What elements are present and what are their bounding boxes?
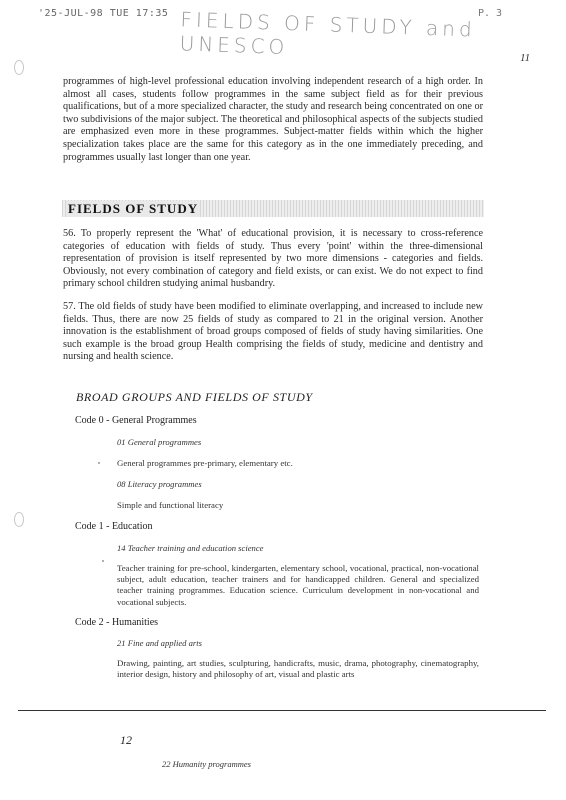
field-08-name: 08 Literacy programmes	[117, 479, 202, 489]
intro-paragraph: programmes of high-level professional education involving independent research of a high order. In almost all cases, students follow programmes in the same subject field as for their previous qualifications, but of a more specialized character, the study and research being concentrated on one or two subdivisions of the major subject. The theoretical and philosophical aspects of the subjects studied are emphasized even more in these programmes. Subject-matter fields within which the higher specialization takes place are the same for this category as in the one immediately preceding, and programmes usually last longer than one year.	[63, 76, 483, 163]
punch-hole	[14, 512, 24, 527]
code-0-heading: Code 0 - General Programmes	[75, 415, 197, 426]
punch-hole	[14, 60, 24, 75]
code-2-heading: Code 2 - Humanities	[75, 617, 159, 628]
field-21-name: 21 Fine and applied arts	[117, 638, 202, 648]
paragraph-56: 56. To properly represent the 'What' of educational provision, it is necessary to cross-reference categories of education with fields of study. Thus every 'point' within the three-dimensional representation of provision is itself represented by two more dimensions - categories and fields. Obviously, not every combination of category and field exists, or can exist. We do not expect to find primary school children studying animal husbandry.	[63, 228, 483, 290]
field-01-description: General programmes pre-primary, elementary etc.	[117, 458, 293, 468]
fax-handwritten-title: FIELDS OF STUDY and UNESCO	[179, 7, 477, 60]
fax-header-timestamp: '25-JUL-98 TUE 17:35	[38, 8, 169, 19]
scan-speck	[102, 560, 104, 562]
page-break-rule	[18, 710, 546, 711]
code-1-heading: Code 1 - Education	[75, 521, 153, 532]
fax-page-mark: P. 3	[478, 8, 503, 19]
scan-speck	[98, 462, 100, 464]
page-number-top: 11	[520, 52, 531, 64]
field-21-description: Drawing, painting, art studies, sculpturing, handicrafts, music, drama, photography, cinematography, interior design, history and philosophy of art, visual and plastic arts	[117, 658, 479, 680]
field-14-description: Teacher training for pre-school, kindergarten, elementary school, vocational, practical, non-vocational subject, adult education, teacher trainers and for handicapped children. General and specialized teacher training programmes. Education science. Curriculum development in non-vocational and vocational subjects.	[117, 563, 479, 607]
field-08-description: Simple and functional literacy	[117, 500, 224, 510]
field-01-name: 01 General programmes	[117, 437, 202, 447]
paragraph-57: 57. The old fields of study have been modified to eliminate overlapping, and increased to include new fields. Thus, there are now 25 fields of study as compared to 21 in the original version. Another innovation is the establishment of broad groups composed of fields of study having similarities. One such example is the broad group Health comprising the fields of study, medicine and dentistry and nursing and health science.	[63, 301, 483, 363]
page-number-bottom: 12	[120, 733, 132, 747]
section-title: FIELDS OF STUDY	[68, 201, 199, 216]
broad-groups-title: BROAD GROUPS AND FIELDS OF STUDY	[76, 390, 313, 404]
field-14-name: 14 Teacher training and education science	[117, 543, 264, 553]
next-page-field-22: 22 Humanity programmes	[162, 759, 251, 769]
